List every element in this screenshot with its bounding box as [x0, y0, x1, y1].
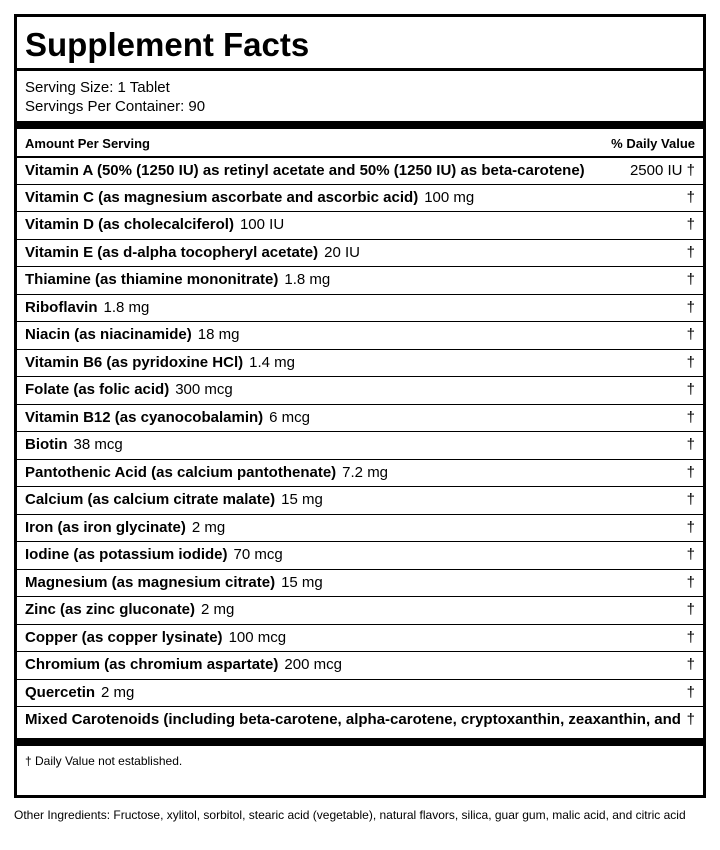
- nutrient-row: [17, 596, 703, 624]
- nutrient-row: [17, 376, 703, 404]
- nutrient-label: [25, 409, 310, 426]
- nutrient-row: [17, 239, 703, 267]
- nutrient-label: [25, 629, 286, 646]
- nutrient-name: Chromium (as chromium aspartate): [25, 656, 279, 673]
- nutrient-name: Biotin: [25, 436, 68, 453]
- nutrient-row: [17, 514, 703, 542]
- nutrient-daily-value: †: [686, 518, 695, 536]
- nutrient-name: Vitamin B6 (as pyridoxine HCl): [25, 353, 244, 371]
- nutrient-daily-value: †: [686, 216, 695, 233]
- nutrient-row: [17, 349, 703, 377]
- nutrient-amount: 15 mg: [281, 491, 323, 508]
- nutrient-amount: 1.8 mg: [103, 298, 150, 316]
- nutrient-row: [17, 321, 703, 349]
- nutrient-amount: 2 mg: [191, 518, 226, 536]
- nutrient-label: [25, 711, 687, 728]
- nutrient-daily-value: †: [686, 353, 695, 371]
- nutrient-label: [25, 491, 323, 508]
- nutrient-amount: 18 mg: [197, 326, 240, 343]
- nutrient-label: [25, 574, 323, 591]
- nutrient-row: [17, 459, 703, 487]
- nutrient-daily-value: †: [686, 298, 695, 316]
- panel-title: Supplement Facts: [25, 26, 310, 63]
- nutrient-name: Mixed Carotenoids (including beta-carotene, alpha-carotene, cryptoxanthin, zeaxanthin, and: [25, 711, 681, 728]
- nutrient-label: [25, 601, 234, 618]
- supplement-facts-panel: [14, 14, 706, 798]
- nutrient-amount: 100 IU: [239, 216, 285, 233]
- nutrient-daily-value: †: [686, 683, 695, 701]
- nutrient-name: Vitamin B12 (as cyanocobalamin): [25, 408, 264, 426]
- nutrient-label: [25, 464, 388, 481]
- nutrient-label: [25, 271, 330, 288]
- nutrient-daily-value: †: [686, 436, 695, 453]
- nutrient-label: [25, 684, 134, 701]
- nutrient-name: Pantothenic Acid (as calcium pantothenate): [25, 463, 337, 481]
- nutrient-label: [25, 546, 283, 563]
- other-ingredients: Other Ingredients: Fructose, xylitol, sorbitol, stearic acid (vegetable), natural flavors, silica, guar gum, malic acid, and citric acid: [14, 808, 686, 822]
- thick-divider-top: [17, 121, 703, 129]
- nutrient-row: [17, 679, 703, 707]
- nutrient-daily-value: †: [686, 573, 695, 591]
- nutrient-daily-value: †: [686, 243, 695, 261]
- nutrient-amount: 2 mg: [101, 683, 135, 701]
- nutrient-daily-value: †: [686, 546, 695, 563]
- title-divider: [17, 68, 703, 71]
- nutrient-amount: 200 mcg: [284, 656, 342, 673]
- serving-size: Serving Size: 1 Tablet: [25, 79, 170, 96]
- nutrient-row: [17, 156, 703, 184]
- nutrient-row: [17, 211, 703, 239]
- nutrient-daily-value: [628, 162, 695, 179]
- nutrient-label: [25, 656, 342, 673]
- nutrient-name: Thiamine (as thiamine mononitrate): [25, 271, 279, 288]
- servings-per-container: Servings Per Container: 90: [25, 98, 206, 115]
- amount-per-serving-label: Amount Per Serving: [25, 136, 150, 151]
- nutrient-name: Niacin (as niacinamide): [25, 326, 192, 343]
- nutrient-row: [17, 266, 703, 294]
- nutrient-label: [25, 216, 284, 233]
- nutrient-amount: 38 mcg: [73, 436, 123, 453]
- nutrient-amount: 2 mg: [201, 601, 235, 618]
- nutrient-amount: 100 mg: [424, 188, 475, 206]
- nutrient-daily-value: †: [686, 628, 695, 646]
- nutrient-label: [25, 162, 585, 179]
- amount-header-row: [17, 132, 703, 156]
- nutrient-name: Zinc (as zinc gluconate): [25, 601, 196, 618]
- nutrient-name: Vitamin D (as cholecalciferol): [25, 216, 234, 233]
- nutrient-daily-value: †: [686, 463, 695, 481]
- nutrient-name: Magnesium (as magnesium citrate): [25, 573, 276, 591]
- nutrient-name: Vitamin C (as magnesium ascorbate and ascorbic acid): [25, 188, 419, 206]
- nutrient-amount: 15 mg: [281, 573, 323, 591]
- nutrient-name: Calcium (as calcium citrate malate): [25, 491, 276, 508]
- nutrient-daily-value: †: [686, 326, 695, 343]
- nutrient-table: [17, 156, 703, 734]
- nutrient-amount: 20 IU: [324, 243, 360, 261]
- nutrient-label: [25, 519, 225, 536]
- nutrient-name: Riboflavin: [25, 298, 98, 316]
- nutrient-row: [17, 651, 703, 679]
- nutrient-name: Vitamin A (50% (1250 IU) as retinyl acetate and 50% (1250 IU) as beta-carotene): [25, 162, 585, 179]
- nutrient-row: [17, 706, 703, 734]
- nutrient-daily-value: †: [686, 491, 695, 508]
- nutrient-amount: 1.4 mg: [249, 353, 295, 371]
- nutrient-name: Iron (as iron glycinate): [25, 518, 186, 536]
- nutrient-daily-value: †: [686, 188, 695, 206]
- thick-divider-bottom: [17, 738, 703, 746]
- nutrient-row: [17, 569, 703, 597]
- nutrient-daily-value: †: [686, 381, 695, 398]
- nutrient-name: Folate (as folic acid): [25, 381, 170, 398]
- nutrient-daily-value: †: [686, 711, 695, 728]
- nutrient-name: Copper (as copper lysinate): [25, 628, 223, 646]
- nutrient-amount: 100 mcg: [228, 628, 287, 646]
- nutrient-name: Vitamin E (as d-alpha tocopheryl acetate): [25, 243, 319, 261]
- nutrient-label: [25, 299, 149, 316]
- nutrient-amount: 2500 IU: [629, 162, 683, 179]
- nutrient-label: [25, 244, 360, 261]
- nutrient-daily-value: †: [686, 656, 695, 673]
- nutrient-amount: 7.2 mg: [342, 463, 389, 481]
- nutrient-row: [17, 431, 703, 459]
- nutrient-daily-value: †: [686, 271, 695, 288]
- nutrient-amount: 70 mcg: [233, 546, 283, 563]
- nutrient-name: Quercetin: [25, 683, 96, 701]
- nutrient-amount: 6 mcg: [269, 408, 310, 426]
- nutrient-daily-value: †: [686, 601, 695, 618]
- nutrient-label: [25, 354, 295, 371]
- nutrient-amount: 300 mcg: [175, 381, 233, 398]
- nutrient-row: [17, 294, 703, 322]
- nutrient-row: [17, 624, 703, 652]
- nutrient-row: [17, 486, 703, 514]
- nutrient-label: [25, 381, 233, 398]
- nutrient-amount: 1.8 mg: [284, 271, 331, 288]
- footnote: † Daily Value not established.: [25, 754, 183, 768]
- nutrient-row: [17, 184, 703, 212]
- nutrient-row: [17, 404, 703, 432]
- daily-value-label: % Daily Value: [611, 136, 695, 151]
- nutrient-name: Iodine (as potassium iodide): [25, 546, 228, 563]
- nutrient-daily-value: †: [686, 408, 695, 426]
- nutrient-row: [17, 541, 703, 569]
- nutrient-label: [25, 326, 239, 343]
- nutrient-label: [25, 189, 474, 206]
- nutrient-label: [25, 436, 123, 453]
- dagger-symbol: †: [686, 162, 695, 179]
